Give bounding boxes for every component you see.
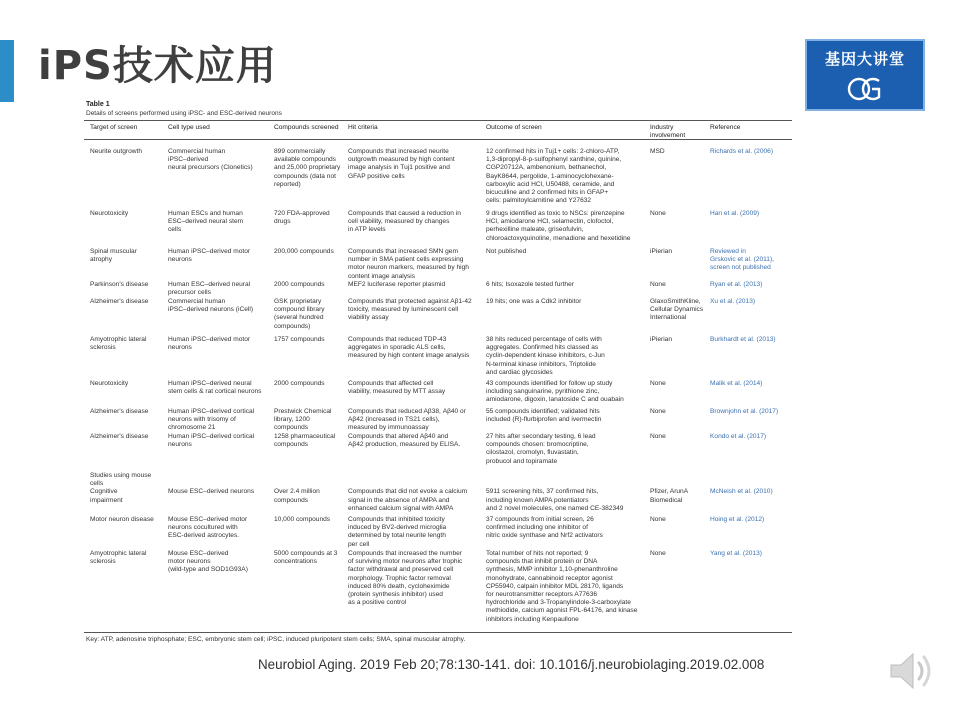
table-cell-outcome: Total number of hits not reported; 9 compounds that inhibit protein or DNA synthesis, MMP inhibitor 1,10-phenanthroline monohydrate, cannabinoid receptor agonist CP55940, calpain inhibitor MDL 28170, ligands for neurotransmitter receptors A77636 hydrochloride and 3-Tropanylindole-3-carboxylate methiodide, calcium agonist FPL-64176, and kinase inhibitors including Kenpaullone — [486, 550, 638, 623]
table-cell-compounds: 200,000 compounds — [274, 248, 334, 255]
table-cell-cell-type: Commercial human iPSC–derived neurons (iCell) — [168, 298, 254, 314]
column-header-reference: Reference — [710, 124, 741, 131]
table-cell-hit-criteria: Compounds that increased the number of surviving motor neurons after trophic factor withdrawal and preserved cell morphology. Trophic factor removal induced 80% death, cycloheximide (protein synthesis inhibitor) used as a positive control — [348, 550, 463, 607]
table-cell-hit-criteria: Compounds that increased SMN gem number in SMA patient cells expressing motor neuron markers, measured by high content image analysis — [348, 248, 469, 280]
table-cell-industry: Pfizer, ArunA Biomedical — [650, 488, 689, 504]
table-cell-hit-criteria: Compounds that reduced TDP-43 aggregates in sporadic ALS cells, measured by high content image analysis — [348, 336, 470, 360]
table-cell-outcome: 12 confirmed hits in Tuj1+ cells: 2-chloro-ATP, 1,3-dipropyl-8-p-sulfophenyl xanthine, quinine, CGP20712A, ambenonium, bethanechol, BayK8644, pergolide, 1-aminocyclohexane- carboxylic acid HCl, U50488, ceramide, and bicuculline and 2 confirmed hits in GFAP+ cells: palmitoylcarnitine and Y27632 — [486, 148, 622, 205]
table-cell-industry: None — [650, 516, 666, 523]
table-cell-compounds: Over 2.4 million compounds — [274, 488, 320, 504]
table-cell-industry: iPierian — [650, 336, 672, 343]
table-cell-reference[interactable]: Richards et al. (2006) — [710, 148, 774, 155]
table-cell-hit-criteria: Compounds that altered Aβ40 and Aβ42 production, measured by ELISA. — [348, 433, 461, 449]
table-cell-reference[interactable]: Reviewed in Grskovic et al. (2011), screen not published — [710, 248, 775, 272]
table-cell-reference[interactable]: Han et al. (2009) — [710, 210, 760, 217]
table-cell-cell-type: Human iPSC–derived cortical neurons — [168, 433, 255, 449]
speaker-icon[interactable] — [883, 643, 939, 699]
table-cell-compounds: 2000 compounds — [274, 281, 325, 288]
table-cell-industry: None — [650, 550, 666, 557]
table-cell-industry: GlaxoSmithKline, Cellular Dynamics International — [650, 298, 704, 322]
table-cell-compounds: 899 commercially available compounds and 25,000 proprietary compounds (data not reported) — [274, 148, 341, 188]
table-cell-reference[interactable]: McNeish et al. (2010) — [710, 488, 773, 496]
table-footnote: Key: ATP, adenosine triphosphate; ESC, embryonic stem cell; iPSC, induced pluripotent stem cells; SMA, spinal muscular atrophy. — [86, 636, 466, 643]
table-cell-compounds: 5000 compounds at 3 concentrations — [274, 550, 338, 566]
table-cell-hit-criteria: Compounds that protected against Aβ1-42 toxicity, measured by luminescent cell viability assay — [348, 298, 472, 322]
table-cell-compounds: 720 FDA-approved drugs — [274, 210, 330, 226]
table-cell-cell-type: Mouse ESC–derived motor neurons (wild-type and SOD1G93A) — [168, 550, 248, 574]
table-cell-target: Alzheimer's disease — [90, 298, 149, 305]
table-cell-hit-criteria: Compounds that increased neurite outgrowth measured by high content image analysis in Tuj1 positive and GFAP positive cells — [348, 148, 455, 180]
table-cell-hit-criteria: Compounds that caused a reduction in cell viability, measured by changes in ATP levels — [348, 210, 461, 234]
table-cell-outcome: Not published — [486, 248, 527, 255]
screens-table — [84, 98, 792, 648]
table-cell-target: Neurotoxicity — [90, 210, 129, 217]
table-cell-industry: MSD — [650, 148, 665, 155]
header-rule — [84, 139, 792, 140]
table-cell-cell-type: Human iPSC–derived cortical neurons with trisomy of chromosome 21 — [168, 408, 255, 432]
table-cell-target: Studies using mouse cells Cognitive impairment — [90, 472, 152, 504]
table-cell-reference[interactable]: Kondo et al. (2017) — [710, 433, 767, 440]
table-cell-compounds: GSK proprietary compound library (several hundred compounds) — [274, 298, 325, 330]
citation: Neurobiol Aging. 2019 Feb 20;78:130-141. doi: 10.1016/j.neurobiolaging.2019.02.008 — [258, 657, 765, 672]
column-header-hit-criteria: Hit criteria — [348, 124, 378, 131]
column-header-industry: Industry involvement — [650, 124, 686, 140]
table-cell-reference[interactable]: Burkhardt et al. (2013) — [710, 336, 776, 343]
table-cell-target: Amyotrophic lateral sclerosis — [90, 336, 147, 352]
table-cell-target: Neurite outgrowth — [90, 148, 143, 155]
table-cell-cell-type: Human ESC–derived neural precursor cells — [168, 281, 251, 297]
table-cell-outcome: 55 compounds identified; validated hits included (R)-flurbiprofen and ivermectin — [486, 408, 602, 424]
gene-lecture-logo — [805, 39, 925, 111]
table-cell-reference[interactable]: Ryan et al. (2013) — [710, 281, 763, 288]
table-top-rule — [84, 120, 792, 121]
table-cell-target: Alzheimer's disease — [90, 433, 149, 440]
table-cell-hit-criteria: Compounds that affected cell viability, measured by MTT assay — [348, 380, 446, 396]
table-cell-hit-criteria: Compounds that reduced Aβ38, Aβ40 or Aβ42 (increased in TS21 cells), measured by immunoassay — [348, 408, 466, 432]
table-cell-target: Motor neuron disease — [90, 516, 154, 523]
table-cell-outcome: 6 hits; Isoxazole tested further — [486, 281, 574, 288]
column-header-cell-type: Cell type used — [168, 124, 210, 131]
table-cell-cell-type: Human iPSC–derived neural stem cells & rat cortical neurons — [168, 380, 262, 396]
table-cell-cell-type: Human iPSC–derived motor neurons — [168, 336, 251, 352]
table-cell-compounds: 1757 compounds — [274, 336, 325, 343]
table-cell-industry: None — [650, 380, 666, 387]
table-cell-cell-type: Human ESCs and human ESC–derived neural stem cells — [168, 210, 244, 234]
table-cell-hit-criteria: Compounds that inhibited toxicity induced by BV2-derived microglia determined by total neurite length per cell — [348, 516, 447, 548]
table-cell-cell-type: Human iPSC–derived motor neurons — [168, 248, 251, 264]
column-header-target: Target of screen — [90, 124, 138, 131]
table-cell-reference[interactable]: Malik et al. (2014) — [710, 380, 763, 387]
table-cell-cell-type: Commercial human iPSC–derived neural precursors (Clonetics) — [168, 148, 253, 172]
table-cell-target: Spinal muscular atrophy — [90, 248, 137, 264]
table-cell-outcome: 27 hits after secondary testing, 6 lead compounds chosen: bromocriptine, cilostazol, cromolyn, fluvastatin, probucol and topiramate — [486, 433, 596, 465]
table-bottom-rule — [84, 632, 792, 633]
table-cell-reference[interactable]: Hoing et al. (2012) — [710, 516, 765, 523]
table-caption: Details of screens performed using iPSC- and ESC-derived neurons — [86, 110, 282, 117]
table-cell-outcome: 37 compounds from initial screen, 26 confirmed including one inhibitor of nitric oxide synthase and Nrf2 activators — [486, 516, 603, 540]
table-label: Table 1 — [86, 101, 110, 108]
table-cell-cell-type: Mouse ESC–derived neurons — [168, 488, 255, 496]
table-cell-outcome: 5911 screening hits, 37 confirmed hits, including known AMPA potentiators and 2 novel molecules, one named CE-382349 — [486, 488, 624, 512]
table-cell-compounds: 2000 compounds — [274, 380, 325, 387]
logo-mark-icon — [845, 75, 889, 103]
table-cell-outcome: 38 hits reduced percentage of cells with aggregates. Confirmed hits classed as cyclin-dependent kinase inhibitors, c-Jun N-terminal kinase inhibitors, Triptolide and cardiac glycosides — [486, 336, 605, 376]
table-cell-compounds: 10,000 compounds — [274, 516, 331, 523]
table-cell-outcome: 19 hits; one was a Cdk2 inhibitor — [486, 298, 582, 305]
table-cell-reference[interactable]: Brownjohn et al. (2017) — [710, 408, 779, 415]
table-cell-target: Alzheimer's disease — [90, 408, 149, 415]
table-cell-target: Parkinson's disease — [90, 281, 149, 288]
table-cell-target: Neurotoxicity — [90, 380, 129, 387]
table-cell-compounds: Prestwick Chemical library, 1200 compounds — [274, 408, 332, 432]
table-cell-cell-type: Mouse ESC–derived motor neurons cocultured with ESC-derived astrocytes. — [168, 516, 248, 540]
table-cell-hit-criteria: MEF2 luciferase reporter plasmid — [348, 281, 446, 288]
column-header-outcome: Outcome of screen — [486, 124, 542, 131]
table-cell-industry: None — [650, 210, 666, 217]
column-header-compounds: Compounds screened — [274, 124, 339, 131]
table-cell-reference[interactable]: Yang et al. (2013) — [710, 550, 762, 557]
table-cell-outcome: 9 drugs identified as toxic to NSCs: pirenzepine HCl, amiodarone HCl, selamectin, clofoctol, perhexilline maleate, griseofulvin, chloroactoxyquinoline, menadione and hexetidine — [486, 210, 631, 242]
table-cell-industry: None — [650, 433, 666, 440]
table-cell-compounds: 1258 pharmaceutical compounds — [274, 433, 336, 449]
slide-title: iPS技术应用 — [38, 43, 277, 89]
table-cell-industry: iPierian — [650, 248, 672, 255]
table-cell-hit-criteria: Compounds that did not evoke a calcium signal in the absence of AMPA and enhanced calcium signal with AMPA — [348, 488, 468, 512]
table-cell-reference[interactable]: Xu et al. (2013) — [710, 298, 756, 305]
title-accent-bar — [0, 40, 14, 102]
logo-text: 基因大讲堂 — [824, 50, 905, 68]
table-cell-industry: None — [650, 281, 666, 288]
table-cell-industry: None — [650, 408, 666, 415]
table-cell-target: Amyotrophic lateral sclerosis — [90, 550, 147, 566]
table-cell-outcome: 43 compounds identified for follow up study including sanguinarine, pyrithione zinc, amiodarone, digoxin, lanatoside C and ouabain — [486, 380, 624, 404]
